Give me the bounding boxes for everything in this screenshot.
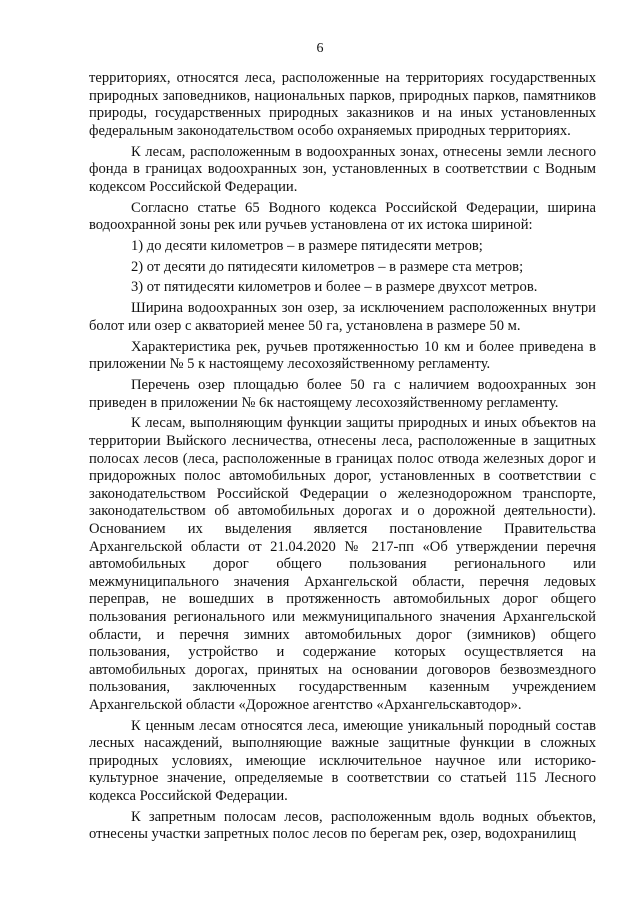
page-number: 6 [316, 41, 324, 56]
paragraph: К лесам, расположенным в водоохранных зонах, отнесены земли лесного фонда в границах водоохранных зон, установленных в соответствии с Водным кодексом Российской Федерации. [89, 143, 596, 195]
list-item: 1) до десяти километров – в размере пятидесяти метров; [131, 237, 483, 254]
paragraph: Ширина водоохранных зон озер, за исключением расположенных внутри болот или озер с акваторией менее 50 га, установлена в размере 50 м. [89, 300, 596, 334]
document-body [89, 70, 596, 847]
paragraph: Характеристика рек, ручьев протяженностью 10 км и более приведена в приложении № 5 к настоящему лесохозяйственному регламенту. [89, 338, 596, 373]
paragraph: К лесам, выполняющим функции защиты природных и иных объектов на территории Выйского лесничества, отнесены леса, расположенные в защитных полосах лесов (леса, расположенные в границах полос отвода железных дорог и придорожных полос автомобильных дорог, установленных в соответствии с законодательством Российской Федерации о железнодорожном транспорте, законодательством об автомобильных дорогах и о дорожной деятельности). Основанием их выделения является постановление Правительства Архангельской области от 21.04.2020 № 217-пп «Об утверждении перечня автомобильных дорог общего пользования регионального или межмуниципального значения Архангельской области, перечня ледовых переправ, не вошедших в протяженность автомобильных дорог общего пользования регионального или межмуниципального значения Архангельской области, и перечня зимних автомобильных дорог (зимников) общего пользования, устройство и содержание которых осуществляется на автомобильных дорогах, принятых на основании договоров безвозмездного пользования, заключенных государственным казенным учреждением Архангельской области «Дорожное агентство «Архангельскавтодор». [89, 415, 596, 713]
paragraph: К ценным лесам относятся леса, имеющие уникальный породный состав лесных насаждений, выполняющие важные защитные функции в сложных природных условиях, имеющие исключительное научное или историко-культурное значение, определяемые в соответствии со статьей 115 Лесного кодекса Российской Федерации. [89, 717, 596, 805]
paragraph: территориях, относятся леса, расположенные на территориях государственных природных заповедников, национальных парков, природных парков, памятников природы, государственных природных заказников и на иных установленных федеральным законодательством особо охраняемых природных территориях. [89, 70, 596, 139]
list-item: 2) от десяти до пятидесяти километров – в размере ста метров; [131, 258, 524, 275]
paragraph: К запретным полосам лесов, расположенным вдоль водных объектов, отнесены участки запретных полос лесов по берегам рек, озер, водохранилищ [89, 808, 596, 843]
paragraph: Перечень озер площадью более 50 га с наличием водоохранных зон приведен в приложении № 6к настоящему лесохозяйственному регламенту. [89, 377, 596, 411]
paragraph: Согласно статье 65 Водного кодекса Российской Федерации, ширина водоохранной зоны рек или ручьев установлена от их истока шириной: [89, 199, 596, 234]
list-item: 3) от пятидесяти километров и более – в размере двухсот метров. [131, 279, 538, 296]
